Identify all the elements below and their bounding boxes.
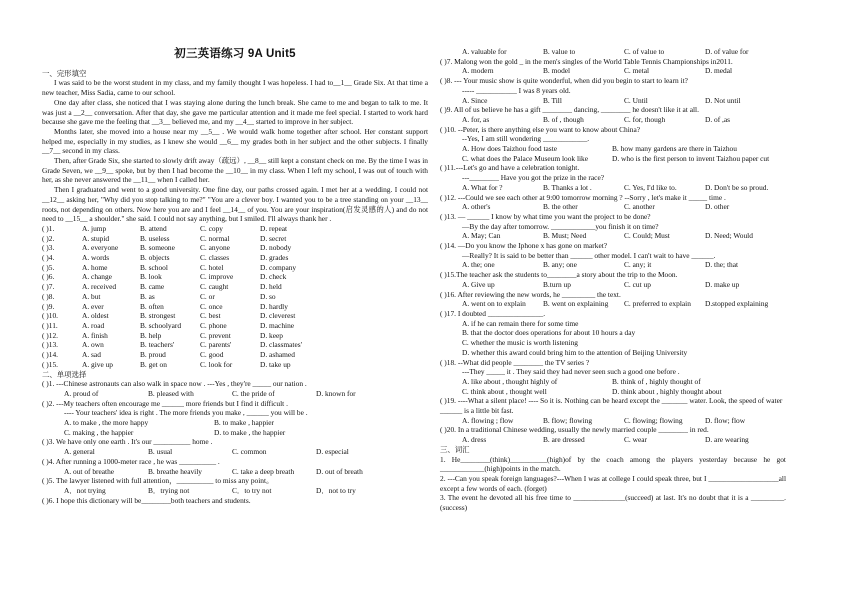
answer-option: A. May; Can bbox=[462, 231, 501, 241]
question-text: ( )7. Malong won the gold _ in the men's singles of the World Table Tennis Championships in2011. bbox=[440, 56, 733, 66]
question-subtext: ---________ Have you got the prize in the race? bbox=[462, 173, 605, 183]
answer-option: A. Since bbox=[462, 95, 488, 105]
question-subtext: —By the day after tomorrow. ____________you finish it on time? bbox=[462, 221, 659, 231]
left-column bbox=[42, 0, 428, 505]
answer-options bbox=[440, 280, 786, 290]
answer-options bbox=[440, 66, 786, 76]
cloze-option-row bbox=[42, 253, 428, 263]
option-c: C. classes bbox=[200, 253, 230, 263]
answer-option: B．trying not bbox=[148, 485, 190, 495]
answer-options bbox=[440, 115, 786, 125]
option-a: A. jump bbox=[82, 223, 107, 233]
answer-option: B.turn up bbox=[543, 279, 571, 289]
question-item bbox=[440, 212, 786, 241]
option-b: B. came bbox=[140, 282, 165, 292]
answer-option: C. whether the music is worth listening bbox=[462, 338, 578, 348]
question-number: ( )11. bbox=[42, 320, 58, 330]
question-number: ( )10. bbox=[42, 311, 59, 321]
answer-option: B. pleased with bbox=[148, 388, 194, 398]
option-c: C. copy bbox=[200, 223, 223, 233]
question-number: ( )14. bbox=[42, 350, 59, 360]
option-c: C. parents' bbox=[200, 340, 232, 350]
question-item bbox=[42, 437, 428, 456]
option-a: A. give up bbox=[82, 359, 113, 369]
question-subtext: —Really? It is said to be better than ______ other model. I can't wait to have ______. bbox=[462, 250, 716, 260]
answer-option: C. common bbox=[232, 447, 267, 457]
option-b: B. someone bbox=[140, 243, 175, 253]
answer-option: A. if he can remain there for some time bbox=[462, 318, 579, 328]
option-d: D. hardly bbox=[260, 301, 288, 311]
vocab-items bbox=[440, 455, 786, 513]
answer-option: B. went on explaining bbox=[543, 299, 609, 309]
question-subtext: ---They _____ it . They said they had never seen such a good one before . bbox=[462, 367, 680, 377]
right-column bbox=[440, 47, 786, 513]
answer-option: A. flowing ; flow bbox=[462, 415, 514, 425]
question-text: ( )13. — ______ I know by what time you want the project to be done? bbox=[440, 211, 651, 221]
answer-option: C. take a deep breath bbox=[232, 466, 295, 476]
answer-options bbox=[440, 47, 786, 57]
cloze-paragraph: Then, after Grade Six, she started to slowly drift away（疏远）, __8__ still kept a constant check on me. By the time I was in Grade Seven, we __9__ spoke, but by then I had become the __10__ in my class. When I left my school, I was out of touch with her, as she never answered the __11__ when I called her. bbox=[42, 156, 428, 185]
answer-option: A. to make , the more happy bbox=[64, 418, 149, 428]
answer-option: A. went on to explain bbox=[462, 299, 526, 309]
page-title: 初三英语练习 9A Unit5 bbox=[174, 48, 296, 60]
answer-option: D. Not until bbox=[705, 95, 741, 105]
question-number: ( )1. bbox=[42, 223, 55, 233]
vocab-item: 3. The event he devoted all his free time to ______________(succeed) at last. It's no doubt that it is a _________. (success) bbox=[440, 493, 786, 513]
answer-option: A．not trying bbox=[64, 485, 106, 495]
answer-options bbox=[440, 231, 786, 241]
answer-option: D. Don't be so proud. bbox=[705, 182, 769, 192]
option-b: B. attend bbox=[140, 223, 167, 233]
option-b: B. objects bbox=[140, 253, 170, 263]
question-item bbox=[42, 379, 428, 398]
cloze-paragraph: Months later, she moved into a house near my __5__ . We would walk home together after school. Her constant support helped me, especially in my studies, as I knew she would __6__ my grades both in her subject and the other subjects. I finally __7__ second in my class. bbox=[42, 126, 428, 156]
answer-option: B. Thanks a lot . bbox=[543, 182, 592, 192]
answer-option: B. are dressed bbox=[543, 435, 585, 445]
answer-options bbox=[42, 389, 428, 399]
answer-option: B. Till bbox=[543, 95, 562, 105]
option-b: B. school bbox=[140, 262, 168, 272]
answer-options bbox=[440, 299, 786, 309]
answer-option: D.stopped explaining bbox=[705, 299, 769, 309]
question-number: ( )15. bbox=[42, 359, 59, 369]
option-a: A. change bbox=[82, 272, 112, 282]
answer-options bbox=[440, 96, 786, 106]
question-text: ( )6. I hope this dictionary will be________both teachers and students. bbox=[42, 495, 251, 505]
answer-option: C. for, though bbox=[624, 114, 666, 124]
answer-option: B. usual bbox=[148, 447, 173, 457]
cloze-option-row bbox=[42, 360, 428, 370]
answer-option: B. the other bbox=[543, 202, 578, 212]
question-text: ( )14. —Do you know the Iphone x has gone on market? bbox=[440, 241, 608, 251]
answer-option: B. to make , happier bbox=[214, 418, 274, 428]
option-d: D. machine bbox=[260, 320, 295, 330]
cloze-option-row bbox=[42, 282, 428, 292]
cloze-option-row bbox=[42, 340, 428, 350]
answer-option: A. like about , thought highly of bbox=[462, 376, 558, 386]
answer-option: B. breathe heavily bbox=[148, 466, 202, 476]
answer-option: D. especial bbox=[316, 447, 349, 457]
option-c: C. hotel bbox=[200, 262, 224, 272]
question-text: ( )9. All of us believe he has a gift ________ dancing, ________ he doesn't like it at all. bbox=[440, 105, 699, 115]
answer-option: C. think about , thought well bbox=[462, 386, 547, 396]
question-item bbox=[440, 396, 786, 425]
cloze-paragraph: Then I graduated and went to a good university. One fine day, our paths crossed again. I met her at a wedding. I could not __12__ asking her, "Why did you stop talking to me?" "You are a clever boy. I wanted you to be a tree standing on your __13__ roots, not depending on others. Now here you are and I feel __14__ of you. You are your inspiration(启发灵感的人) and do not need to __15__ a shoulder." she said. I could not say anything, but I smiled. I'll always thank her . bbox=[42, 185, 428, 224]
option-a: A. received bbox=[82, 282, 117, 292]
option-a: A. stupid bbox=[82, 233, 110, 243]
answer-options bbox=[440, 144, 786, 154]
cloze-heading: 一、完形填空 bbox=[42, 68, 87, 78]
answer-option: D．not to try bbox=[316, 485, 356, 495]
cloze-option-row bbox=[42, 243, 428, 253]
option-b: B. strongest bbox=[140, 311, 176, 321]
question-text: ( )19. ----What a silent place! ---- So it is. Nothing can be heard except the _______ water. Look, the speed of water ______ is a little bit fast. bbox=[440, 396, 783, 416]
option-b: B. get on bbox=[140, 359, 167, 369]
option-d: D. so bbox=[260, 291, 276, 301]
option-a: A. finish bbox=[82, 330, 108, 340]
question-number: ( )5. bbox=[42, 262, 55, 272]
answer-option: C. wear bbox=[624, 435, 647, 445]
answer-option: B. how many gardens are there in Taizhou bbox=[612, 144, 737, 154]
answer-option: B. think of , highly thought of bbox=[612, 376, 701, 386]
answer-option: D. think about , highly thought about bbox=[612, 386, 722, 396]
answer-options bbox=[42, 428, 428, 438]
question-text: ( )11.---Let's go and have a celebration tonight. bbox=[440, 163, 580, 173]
question-text: ( )16. After reviewing the new words, he _________ the text. bbox=[440, 289, 621, 299]
option-b: B. teachers' bbox=[140, 340, 175, 350]
option-c: C. once bbox=[200, 301, 223, 311]
answer-option: A. the; one bbox=[462, 260, 495, 270]
option-b: B. help bbox=[140, 330, 162, 340]
answer-option: C. the pride of bbox=[232, 388, 275, 398]
question-item bbox=[440, 163, 786, 192]
option-c: C. prevent bbox=[200, 330, 231, 340]
option-a: A. everyone bbox=[82, 243, 119, 253]
question-text: ( )15.The teacher ask the students to________a story about the trip to the Moon. bbox=[440, 270, 678, 280]
single-choice-right bbox=[440, 47, 786, 445]
option-b: B. proud bbox=[140, 350, 166, 360]
answer-option: D. to make , the happier bbox=[214, 427, 286, 437]
question-text: ( )10. --Peter, is there anything else you want to know about China? bbox=[440, 124, 641, 134]
option-c: C. phone bbox=[200, 320, 227, 330]
question-number: ( )9. bbox=[42, 301, 55, 311]
option-b: B. often bbox=[140, 301, 164, 311]
option-a: A. but bbox=[82, 291, 101, 301]
option-a: A. words bbox=[82, 253, 110, 263]
cloze-option-row bbox=[42, 302, 428, 312]
question-number: ( )3. bbox=[42, 243, 55, 253]
option-a: A. ever bbox=[82, 301, 104, 311]
cloze-option-row bbox=[42, 331, 428, 341]
answer-options bbox=[440, 260, 786, 270]
option-a: A. road bbox=[82, 320, 105, 330]
question-text: ( )5. The lawyer listened with full attention，__________ to miss any point。 bbox=[42, 476, 274, 486]
question-item bbox=[440, 105, 786, 124]
option-d: D. grades bbox=[260, 253, 289, 263]
question-number: ( )2. bbox=[42, 233, 55, 243]
answer-option: D. medal bbox=[705, 66, 733, 76]
option-a: A. home bbox=[82, 262, 108, 272]
cloze-option-row bbox=[42, 272, 428, 282]
option-c: C. anyone bbox=[200, 243, 230, 253]
answer-options bbox=[440, 154, 786, 164]
answer-option: D. the; that bbox=[705, 260, 739, 270]
answer-option: D. other bbox=[705, 202, 730, 212]
option-d: D. company bbox=[260, 262, 297, 272]
question-item bbox=[440, 241, 786, 270]
answer-option: D. of value for bbox=[705, 47, 749, 56]
question-number: ( )12. bbox=[42, 330, 59, 340]
answer-option: B. that the doctor does operations for about 10 hours a day bbox=[462, 328, 636, 338]
option-b: B. schoolyard bbox=[140, 320, 182, 330]
cloze-option-row bbox=[42, 263, 428, 273]
answer-option: B. of , though bbox=[543, 114, 584, 124]
cloze-paragraph: I was said to be the worst student in my class, and my family thought I was hopeless. I had to__1__ Grade Six. At that time a new teacher, Miss Sadia, came to our school. bbox=[42, 78, 428, 98]
option-d: D. nobody bbox=[260, 243, 292, 253]
question-item bbox=[42, 457, 428, 476]
vocab-item: 2. ---Can you speak foreign languages?---When I was at college I could speak three, but I ___________________all except a few words of each. (forget) bbox=[440, 473, 786, 493]
answer-option: B. value to bbox=[543, 47, 576, 56]
question-item bbox=[440, 76, 786, 105]
answer-option: D. flow; flow bbox=[705, 415, 746, 425]
answer-option: C. any; it bbox=[624, 260, 652, 270]
answer-option: A. out of breathe bbox=[64, 466, 115, 476]
cloze-option-row bbox=[42, 224, 428, 234]
question-number: ( )4. bbox=[42, 253, 55, 263]
answer-option: C. Until bbox=[624, 95, 648, 105]
question-number: ( )8. bbox=[42, 291, 55, 301]
option-c: C. look for bbox=[200, 359, 233, 369]
answer-options bbox=[42, 418, 428, 428]
answer-option: A. for, as bbox=[462, 114, 490, 124]
answer-option: B. any; one bbox=[543, 260, 577, 270]
question-item bbox=[440, 358, 786, 397]
answer-options bbox=[440, 435, 786, 445]
answer-option: C. cut up bbox=[624, 279, 651, 289]
single-choice-left bbox=[42, 379, 428, 505]
option-b: B. useless bbox=[140, 233, 170, 243]
option-a: A. oldest bbox=[82, 311, 109, 321]
question-item bbox=[440, 125, 786, 164]
question-text: ( )3. We have only one earth . It's our __________ home . bbox=[42, 437, 213, 447]
answer-options bbox=[440, 202, 786, 212]
answer-options bbox=[42, 486, 428, 496]
option-d: D. keep bbox=[260, 330, 283, 340]
answer-option: D. are wearing bbox=[705, 435, 749, 445]
option-b: B. look bbox=[140, 272, 162, 282]
option-d: D. check bbox=[260, 272, 287, 282]
question-item bbox=[440, 290, 786, 309]
question-item bbox=[440, 193, 786, 212]
cloze-option-row bbox=[42, 311, 428, 321]
answer-option: B. Must; Need bbox=[543, 231, 587, 241]
vocab-item: 1. He________(think)__________(high)of by the coach among the players yesterday because he got ____________(high)points in the match. bbox=[440, 454, 786, 474]
answer-option: A. general bbox=[64, 447, 95, 457]
answer-option: C. preferred to explain bbox=[624, 299, 691, 309]
answer-option: C. what does the Palace Museum look like bbox=[462, 153, 589, 163]
option-a: A. sad bbox=[82, 350, 101, 360]
answer-option: B. flow; flowing bbox=[543, 415, 593, 425]
option-d: D. cleverest bbox=[260, 311, 296, 321]
answer-option: C. making , the happier bbox=[64, 427, 134, 437]
question-number: ( )7. bbox=[42, 282, 55, 292]
answer-option: D. whether this award could bring him to the attention of Beijing University bbox=[462, 347, 688, 357]
option-c: C. improve bbox=[200, 272, 234, 282]
answer-option: C. Could; Must bbox=[624, 231, 670, 241]
answer-option: A. other's bbox=[462, 202, 491, 212]
cloze-paragraph: One day after class, she noticed that I was staying alone during the lunch break. She came to me and began to talk to me. It was just a __2__ conversation. After that day, she gave me particular attention and it made me feel special. I started to work hard because she gave me the feeling that __3__ believed me, and my __4__ started to improve in her subject. bbox=[42, 97, 428, 127]
option-d: D. ashamed bbox=[260, 350, 295, 360]
question-subtext: ----- ___________ I was 8 years old. bbox=[462, 85, 571, 95]
option-a: A. own bbox=[82, 340, 104, 350]
answer-option: A. How does Taizhou food taste bbox=[462, 144, 557, 154]
answer-option: C. flowing; flowing bbox=[624, 415, 683, 425]
answer-options bbox=[440, 387, 786, 397]
question-text: ( )8. --- Your music show is quite wonderful, when did you begin to start to learn it? bbox=[440, 76, 688, 86]
cloze-options bbox=[42, 224, 428, 370]
question-item bbox=[440, 47, 786, 57]
cloze-option-row bbox=[42, 234, 428, 244]
answer-option: D. who is the first person to invent Taizhou paper cut bbox=[612, 153, 770, 163]
question-text: ( )12. ---Could we see each other at 9:00 tomorrow morning ? --Sorry , let's make it _____ time . bbox=[440, 192, 726, 202]
cloze-option-row bbox=[42, 350, 428, 360]
question-item bbox=[440, 270, 786, 289]
option-c: C. normal bbox=[200, 233, 230, 243]
question-text: ( )4. After running a 1000-meter race , he was __________ . bbox=[42, 456, 220, 466]
answer-option: C. of value to bbox=[624, 47, 665, 56]
answer-option: D. of ,as bbox=[705, 114, 731, 124]
answer-option: D. make up bbox=[705, 279, 740, 289]
answer-option: A. modern bbox=[462, 66, 494, 76]
question-number: ( )13. bbox=[42, 340, 59, 350]
option-d: D. repeat bbox=[260, 223, 288, 233]
question-text: ( )20. In a traditional Chinese wedding, usually the newly married couple ________ in red. bbox=[440, 425, 709, 435]
question-item bbox=[440, 57, 786, 76]
cloze-option-row bbox=[42, 292, 428, 302]
option-c: C. or bbox=[200, 291, 215, 301]
answer-option: C．to try not bbox=[232, 485, 272, 495]
answer-option: A. What for ? bbox=[462, 182, 503, 192]
question-item bbox=[440, 309, 786, 358]
answer-options bbox=[440, 377, 786, 387]
answer-option: D. known for bbox=[316, 388, 356, 398]
answer-options bbox=[440, 416, 786, 426]
answer-option: C. another bbox=[624, 202, 655, 212]
option-d: D. secret bbox=[260, 233, 287, 243]
question-number: ( )6. bbox=[42, 272, 55, 282]
option-c: C. caught bbox=[200, 282, 229, 292]
question-text: ( )17. I doubted _______________. bbox=[440, 308, 546, 318]
question-text: ( )1. ---Chinese astronauts can also walk in space now . ---Yes , they're _____ our nation . bbox=[42, 379, 307, 389]
answer-option: C. metal bbox=[624, 66, 650, 76]
option-d: D. take up bbox=[260, 359, 291, 369]
question-subtext: --Yes, I am still wondering ____________. bbox=[462, 134, 590, 144]
question-subtext: ---- Your teachers' idea is right . The more friends you make , ______ you will be . bbox=[64, 408, 308, 418]
answer-option: D. out of breath bbox=[316, 466, 363, 476]
option-d: D. classmates' bbox=[260, 340, 302, 350]
answer-option: B. model bbox=[543, 66, 571, 76]
answer-option: A. dress bbox=[462, 435, 487, 445]
answer-option: A. proud of bbox=[64, 388, 99, 398]
question-item bbox=[440, 425, 786, 444]
answer-options bbox=[42, 447, 428, 457]
question-text: ( )2. ---My teachers often encourage me ______ more friends but I find it difficult . bbox=[42, 398, 288, 408]
option-c: C. best bbox=[200, 311, 221, 321]
answer-options bbox=[440, 183, 786, 193]
question-item bbox=[42, 399, 428, 438]
question-text: ( )18. --What did people ________ the TV series ? bbox=[440, 357, 590, 367]
answer-option: A. valuable for bbox=[462, 47, 507, 56]
answer-option: C. Yes, I'd like to. bbox=[624, 182, 677, 192]
option-d: D. held bbox=[260, 282, 282, 292]
option-b: B. as bbox=[140, 291, 155, 301]
question-item bbox=[42, 476, 428, 495]
option-c: C. good bbox=[200, 350, 224, 360]
answer-options bbox=[42, 467, 428, 477]
question-item bbox=[42, 496, 428, 506]
answer-option: A. Give up bbox=[462, 279, 495, 289]
single-choice-heading: 二、单项选择 bbox=[42, 369, 87, 379]
vocab-heading: 三、词汇 bbox=[440, 444, 470, 454]
cloze-option-row bbox=[42, 321, 428, 331]
answer-option: D. Need; Would bbox=[705, 231, 753, 241]
